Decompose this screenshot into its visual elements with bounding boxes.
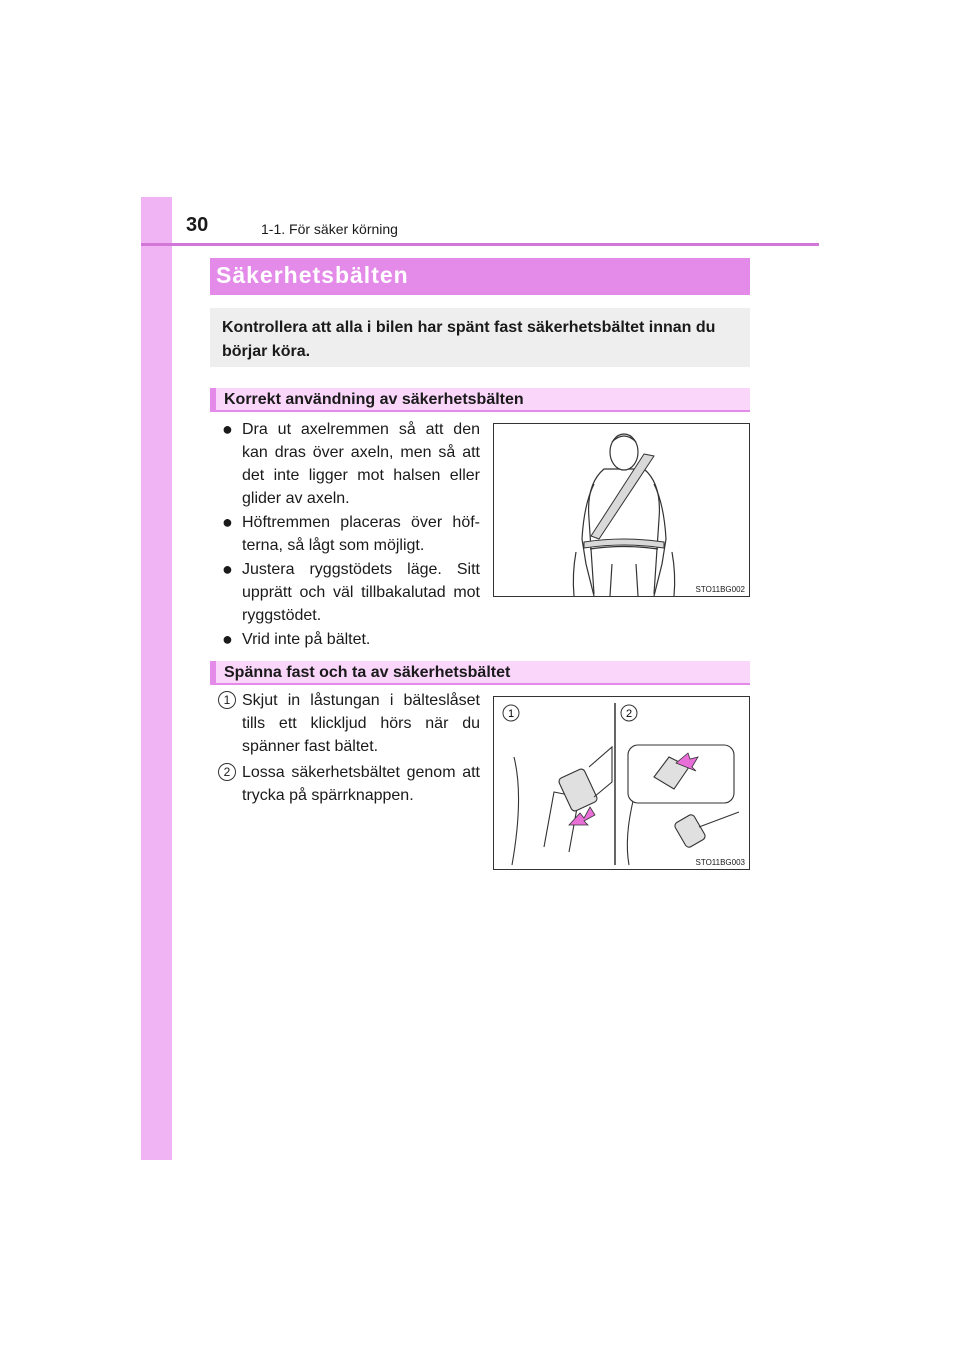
figure-label-1: 1 [507, 708, 515, 720]
page-number: 30 [186, 214, 209, 236]
usage-bullet-list [222, 418, 480, 652]
bullet-icon: ● [222, 419, 233, 439]
figure-code: STO11BG002 [695, 585, 745, 594]
list-item: ● Höftremmen placeras över höf-terna, så lågt som möjligt. [222, 512, 480, 554]
section-title: Säkerhetsbälten [216, 262, 409, 288]
bullet-icon: ● [222, 512, 233, 532]
list-item: ● Dra ut axelremmen så att den kan dras över axeln, men så att det inte ligger mot halsen eller glider av axeln. [222, 419, 480, 507]
subheading-usage [210, 388, 750, 412]
side-band [141, 197, 172, 1160]
seatbelt-wearing-illustration [493, 423, 750, 597]
subheading-fasten [210, 661, 750, 685]
subheading-usage-label: Korrekt användning av säkerhetsbälten [224, 391, 524, 408]
bullet-icon: ● [222, 559, 233, 579]
figure-code: STO11BG003 [695, 858, 745, 867]
list-item: ● Vrid inte på bältet. [222, 629, 371, 649]
list-item: 2 Lossa säkerhetsbältet genom att trycka på spärrknappen. [218, 761, 480, 807]
step-number-badge: 1 [218, 691, 236, 709]
list-item: ● Justera ryggstödets läge. Sitt upprätt och väl tillbakalutad mot ryggstödet. [222, 559, 480, 624]
buckle-drawing [494, 697, 751, 871]
list-item: 1 Skjut in låstungan i bälteslåset tills ett klickljud hörs när du spänner fast bältet. [218, 689, 480, 758]
seated-person-icon [494, 424, 751, 598]
fasten-step-list [218, 689, 480, 810]
header-rule [141, 243, 819, 246]
figure-label-2: 2 [625, 708, 633, 720]
bullet-icon: ● [222, 629, 233, 649]
chapter-title: 1-1. För säker körning [261, 221, 398, 237]
step-number-badge: 2 [218, 763, 236, 781]
buckle-illustration [493, 696, 750, 870]
intro-text: Kontrollera att alla i bilen har spänt fast säkerhetsbältet innan du börjar köra. [222, 319, 716, 360]
subheading-fasten-label: Spänna fast och ta av säkerhetsbältet [224, 664, 511, 681]
